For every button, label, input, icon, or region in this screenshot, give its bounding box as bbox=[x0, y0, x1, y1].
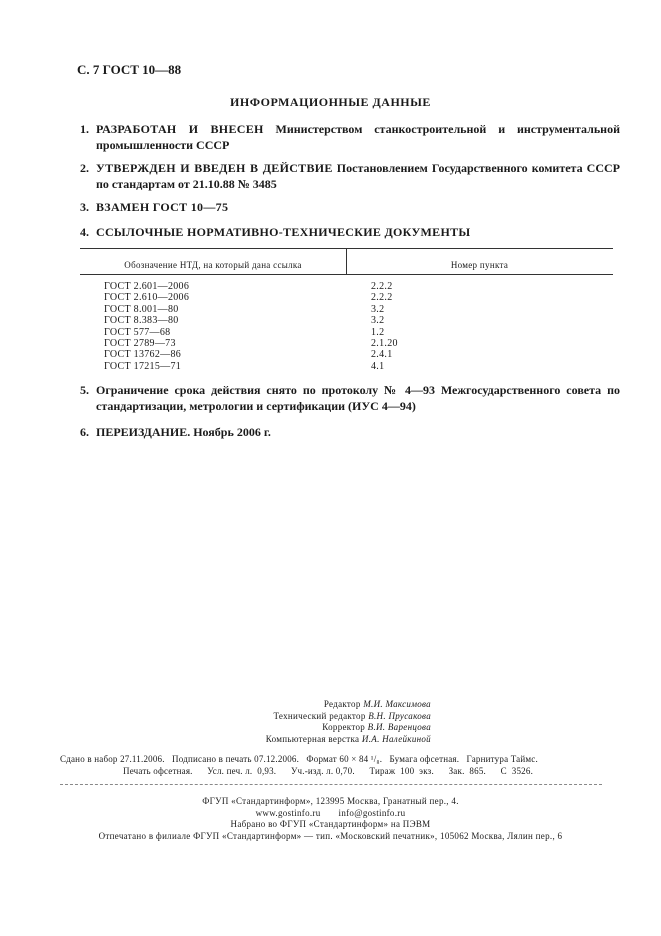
table-row bbox=[80, 292, 613, 303]
editor-role: Корректор bbox=[322, 722, 366, 732]
editor-role: Компьютерная верстка bbox=[265, 733, 360, 744]
section-number: 3. bbox=[80, 200, 89, 214]
section-6 bbox=[80, 424, 620, 440]
table-cell-doc: ГОСТ 13762—86 bbox=[104, 349, 182, 361]
printed-note: Отпечатано в филиале ФГУП «Стандартинформ» — тип. «Московский печатник», 105062 Москва, Лялин пер., 6 bbox=[98, 830, 563, 841]
table-cell-doc: ГОСТ 17215—71 bbox=[104, 360, 182, 372]
editor-role: Технический редактор bbox=[273, 710, 366, 721]
editor-name: В.И. Варенцова bbox=[367, 722, 431, 732]
section-number: 4. bbox=[80, 225, 89, 239]
editor-line bbox=[0, 722, 431, 734]
publication-info-line: Печать офсетная. Усл. печ. л. 0,93. Уч.-изд. л. 0,70. Тираж 100 экз. Зак. 865. С 3526. bbox=[123, 766, 534, 776]
table-row bbox=[80, 304, 613, 315]
section-body bbox=[96, 199, 620, 215]
section-number: 2. bbox=[80, 161, 89, 175]
website-link[interactable]: www.gostinfo.ru bbox=[255, 807, 321, 818]
section-body bbox=[96, 160, 620, 192]
editor-role: Редактор bbox=[323, 699, 361, 709]
section-caps: ССЫЛОЧНЫЕ НОРМАТИВНО-ТЕХНИЧЕСКИЕ ДОКУМЕНТЫ bbox=[96, 225, 471, 239]
section-2 bbox=[80, 160, 620, 192]
editor-line bbox=[0, 711, 431, 723]
table-cell-doc: ГОСТ 8.001—80 bbox=[104, 303, 179, 315]
publisher-footer bbox=[0, 796, 661, 842]
section-3 bbox=[80, 199, 620, 215]
editor-name: И.А. Налейкиной bbox=[361, 733, 431, 744]
table-row bbox=[80, 361, 613, 372]
email-link[interactable]: info@gostinfo.ru bbox=[338, 807, 406, 818]
table-body bbox=[80, 281, 613, 372]
table-header-ntd: Обозначение НТД, на который дана ссылка bbox=[124, 260, 302, 270]
table-cell-item: 2.4.1 bbox=[371, 349, 393, 361]
table-cell-item: 2.2.2 bbox=[371, 292, 393, 304]
table-row bbox=[80, 315, 613, 326]
table-cell-item: 3.2 bbox=[371, 315, 385, 327]
section-text: Министерством станкостроительной и инструментальной промышленности СССР bbox=[96, 122, 620, 152]
section-number: 5. bbox=[80, 383, 89, 397]
table-cell-doc: ГОСТ 577—68 bbox=[104, 326, 171, 338]
document-title: ИНФОРМАЦИОННЫЕ ДАННЫЕ bbox=[230, 95, 431, 109]
publication-info-line: Сдано в набор 27.11.2006. Подписано в печать 07.12.2006. Формат 60 × 84 ¹/₈. Бумага офсетная. Гарнитура Таймс. bbox=[60, 754, 538, 764]
section-caps: УТВЕРЖДЕН И ВВЕДЕН В ДЕЙСТВИЕ bbox=[96, 161, 333, 175]
table-cell-item: 2.1.20 bbox=[371, 337, 398, 349]
section-5 bbox=[80, 382, 620, 414]
section-body bbox=[96, 121, 620, 153]
table-cell-item: 4.1 bbox=[371, 360, 385, 372]
publication-info bbox=[60, 753, 601, 777]
editor-line bbox=[0, 699, 431, 711]
table-cell-item: 3.2 bbox=[371, 303, 385, 315]
dashed-divider bbox=[60, 784, 602, 785]
table-row bbox=[80, 281, 613, 292]
table-row bbox=[80, 338, 613, 349]
table-row bbox=[80, 349, 613, 360]
section-4 bbox=[80, 224, 620, 240]
table-cell-item: 1.2 bbox=[371, 326, 385, 338]
section-text: Постановлением Государственного комитета СССР по стандартам от 21.10.88 № 3485 bbox=[96, 161, 620, 191]
table-cell-doc: ГОСТ 2.610—2006 bbox=[104, 292, 190, 304]
table-cell-doc: ГОСТ 8.383—80 bbox=[104, 315, 179, 327]
section-caps: ВЗАМЕН ГОСТ 10—75 bbox=[96, 200, 229, 214]
table-cell-item: 2.2.2 bbox=[371, 281, 393, 292]
editor-name: В.Н. Прусакова bbox=[368, 710, 431, 721]
section-caps: РАЗРАБОТАН И ВНЕСЕН bbox=[96, 122, 264, 136]
section-number: 6. bbox=[80, 425, 89, 439]
section-text: Ограничение срока действия снято по протоколу № 4—93 Межгосударственного совета по стандартизации, метрологии и сертификации (ИУС 4—94) bbox=[96, 383, 620, 413]
table-cell-doc: ГОСТ 2.601—2006 bbox=[104, 281, 190, 292]
typeset-note: Набрано во ФГУП «Стандартинформ» на ПЭВМ bbox=[230, 819, 431, 829]
editor-name: М.И. Максимова bbox=[363, 699, 431, 709]
table-header-item: Номер пункта bbox=[450, 260, 509, 270]
section-number: 1. bbox=[80, 122, 89, 136]
table-row bbox=[80, 327, 613, 338]
publisher-contacts bbox=[0, 808, 661, 820]
table-header-rule bbox=[80, 274, 613, 275]
section-body bbox=[96, 224, 620, 240]
page-header: С. 7 ГОСТ 10—88 bbox=[77, 62, 182, 77]
section-1 bbox=[80, 121, 620, 153]
publisher-address: ФГУП «Стандартинформ», 123995 Москва, Гранатный пер., 4. bbox=[202, 796, 459, 806]
table-cell-doc: ГОСТ 2789—73 bbox=[104, 337, 176, 349]
section-text: ПЕРЕИЗДАНИЕ. Ноябрь 2006 г. bbox=[96, 425, 271, 439]
editors-block bbox=[0, 699, 431, 745]
editor-line bbox=[0, 734, 431, 746]
